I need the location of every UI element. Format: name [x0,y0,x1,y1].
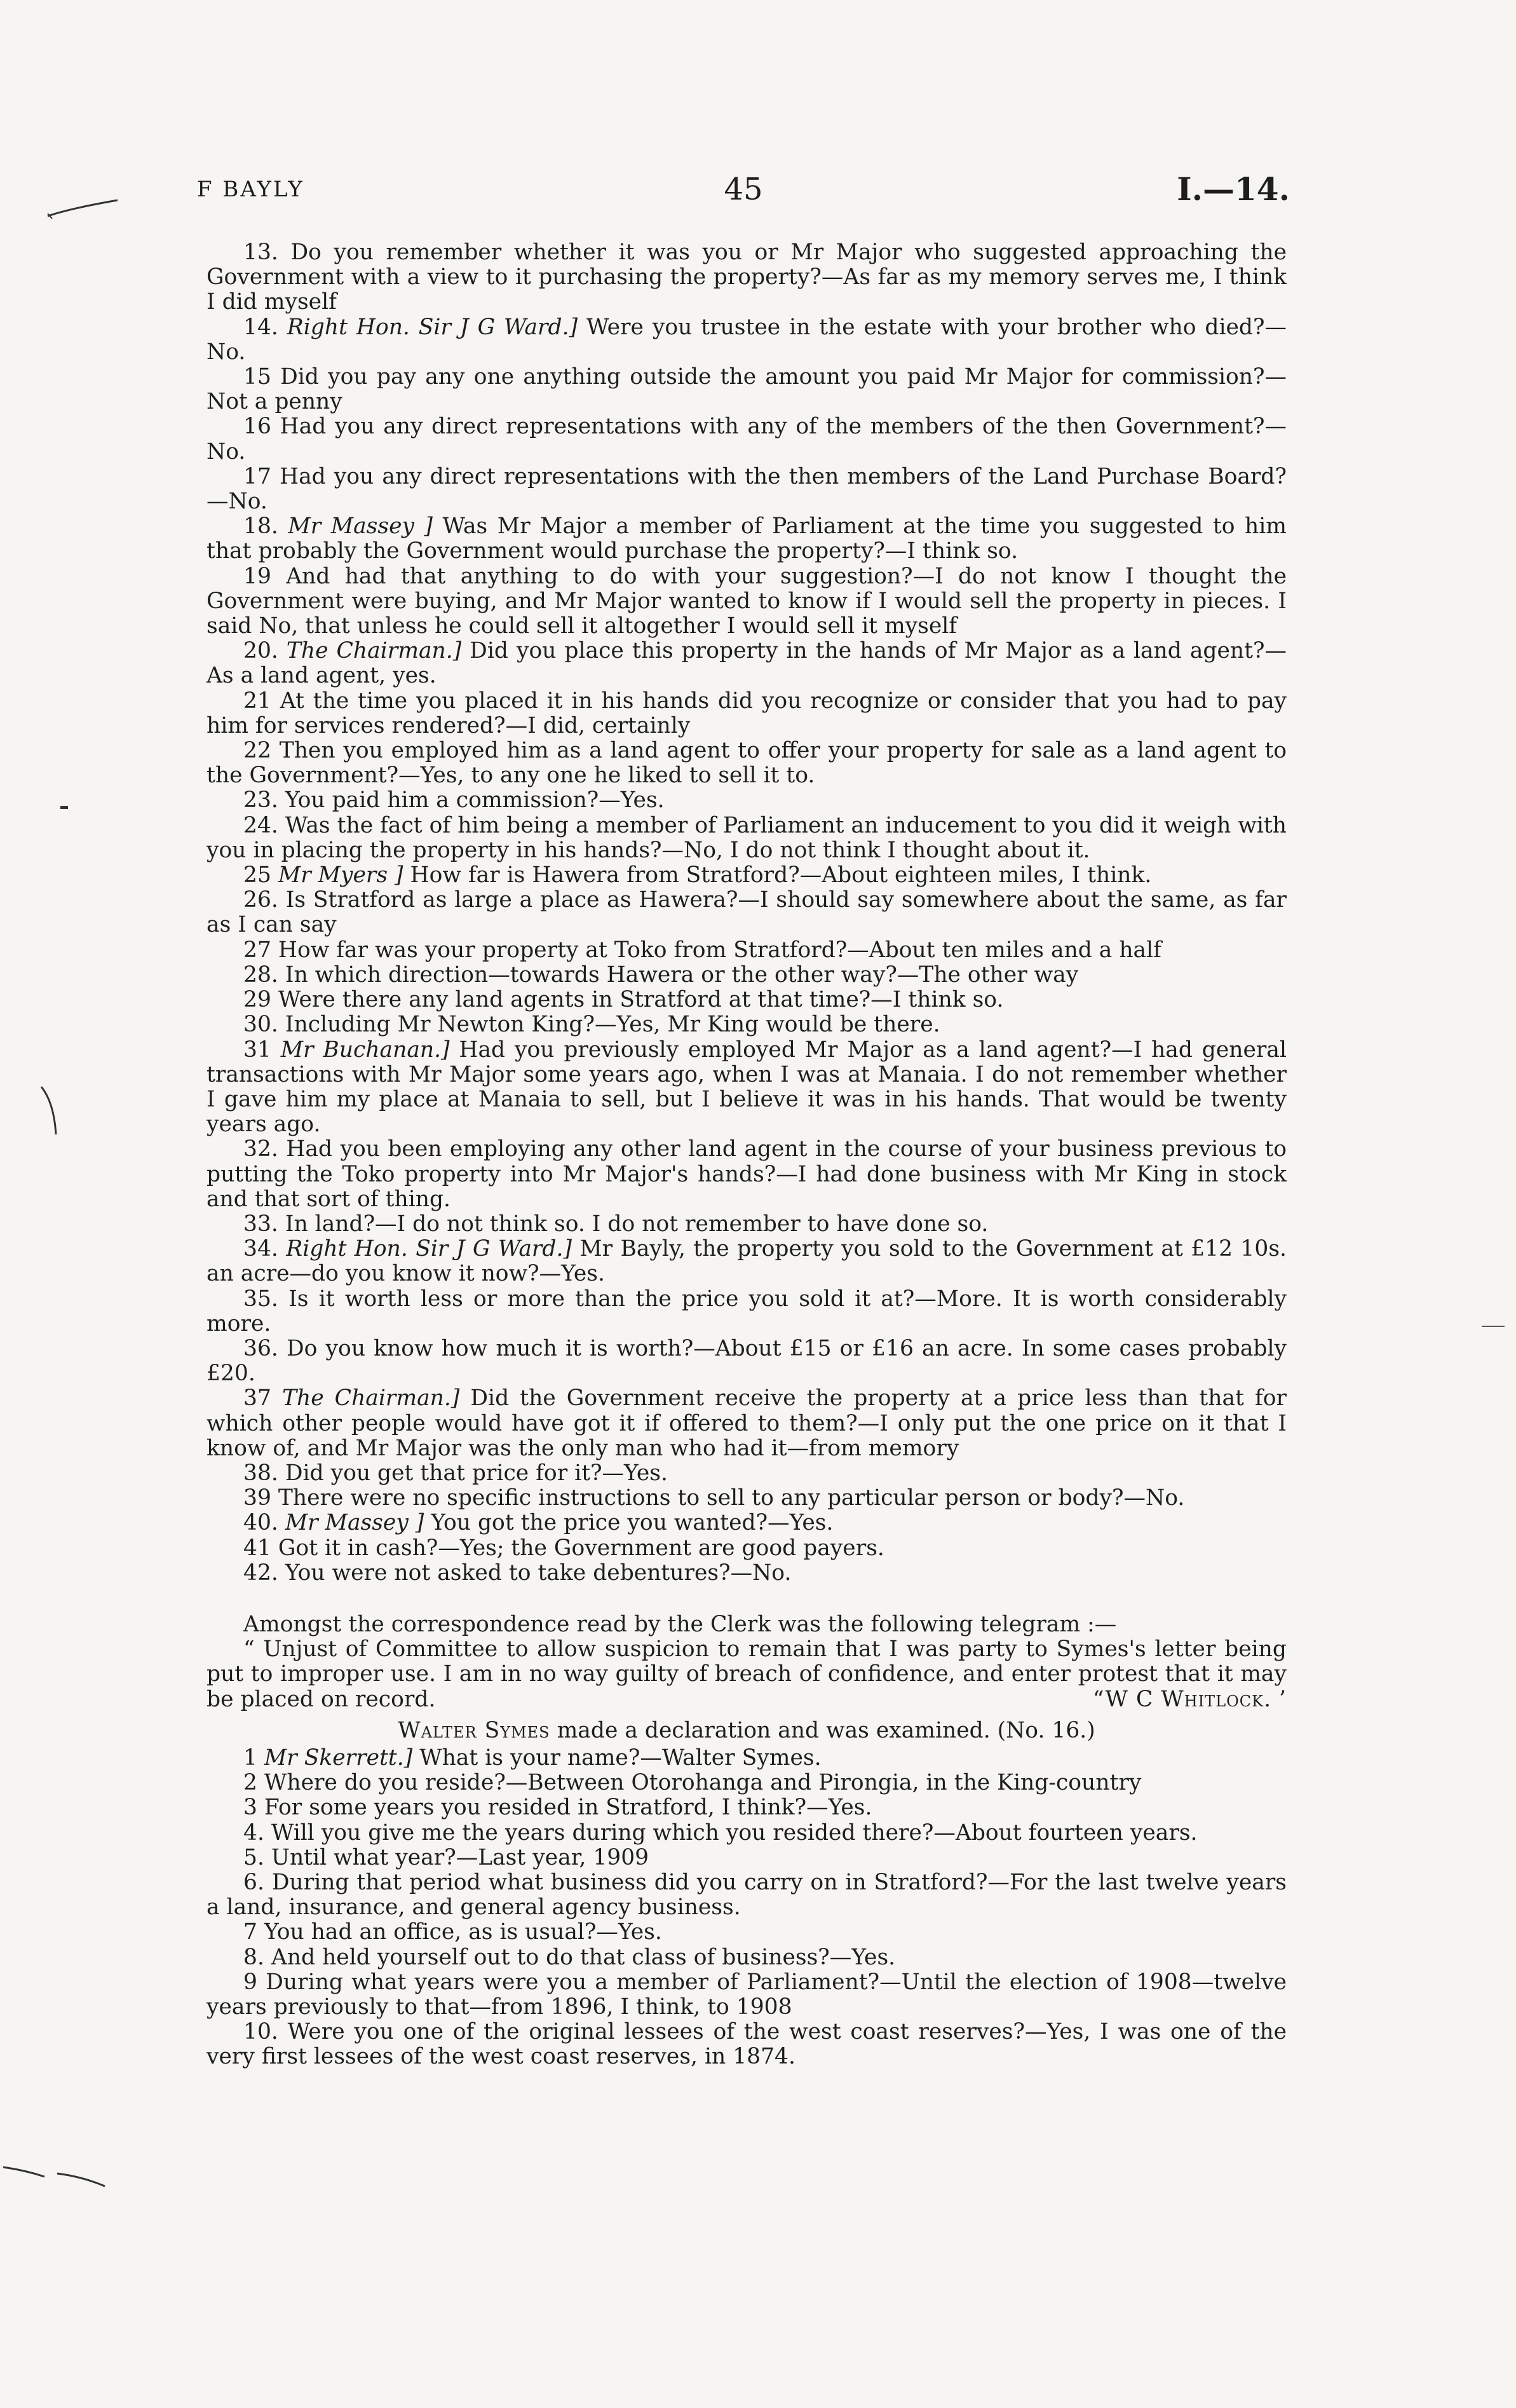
question-16: 16 Had you any direct representations with any of the members of the then Government?—No. [206,414,1287,465]
question-22: 22 Then you employed him as a land agent to offer your property for sale as a land agent to the Government?—Yes, to any one he liked to sell it to. [206,738,1287,789]
question-30: 30. Including Mr Newton King?—Yes, Mr King would be there. [243,1012,940,1038]
question-37: 37 The Chairman.] Did the Government receive the property at a price less than that for which other people would have got it if offered to them?—I only put the one price on it that I know of, and Mr Major was the only man who had it—from memory [206,1385,1287,1461]
question-40: 40. Mr Massey ] You got the price you wanted?—Yes. [243,1510,834,1536]
question-15: 15 Did you pay any one anything outside the amount you paid Mr Major for commission?—Not a penny [206,364,1287,415]
witness-heading: Walter Symes made a declaration and was examined. (No. 16.) [398,1717,1095,1743]
question-41: 41 Got it in cash?—Yes; the Government are good payers. [243,1535,884,1561]
header-witness-name: F BAYLY [197,177,304,202]
symes-question-1: 1 Mr Skerrett.] What is your name?—Walter Symes. [243,1745,822,1771]
symes-question-3: 3 For some years you resided in Stratford, I think?—Yes. [243,1795,872,1821]
page-number: 45 [724,172,763,207]
symes-question-5: 5. Until what year?—Last year, 1909 [243,1844,649,1870]
question-24: 24. Was the fact of him being a member of Parliament an inducement to you did it weigh with you in placing the property in his hands?—No, I do not think I thought about it. [206,812,1287,863]
document-body [206,240,1287,2070]
question-42: 42. You were not asked to take debentures?—No. [243,1560,792,1586]
question-36: 36. Do you know how much it is worth?—About £15 or £16 an acre. In some cases probably £20. [206,1335,1287,1387]
scan-dot-left [60,806,69,811]
question-38: 38. Did you get that price for it?—Yes. [243,1460,668,1486]
symes-question-10: 10. Were you one of the original lessees of the west coast reserves?—Yes, I was one of the very first lessees of the west coast reserves, in 1874. [206,2019,1287,2070]
question-29: 29 Were there any land agents in Stratford at that time?—I think so. [243,987,1004,1013]
question-31: 31 Mr Buchanan.] Had you previously employed Mr Major as a land agent?—I had general transactions with Mr Major some years ago, when I was at Manaia. I do not remember whether I gave him my place at Manaia to sell, but I believe it was in his hands. That would be twenty years ago. [206,1037,1287,1138]
question-39: 39 There were no specific instructions to sell to any particular person or body?—No. [243,1485,1185,1511]
section-gap [206,1586,1287,1612]
question-18: 18. Mr Massey ] Was Mr Major a member of Parliament at the time you suggested to him that probably the Government would purchase the property?—I think so. [206,514,1287,564]
question-14: 14. Right Hon. Sir J G Ward.] Were you trustee in the estate with your brother who died?—No. [206,314,1287,365]
question-21: 21 At the time you placed it in his hands did you recognize or consider that you had to pay him for services rendered?—I did, certainly [206,688,1287,738]
symes-question-4: 4. Will you give me the years during which you resided there?—About fourteen years. [243,1820,1198,1846]
question-33: 33. In land?—I do not think so. I do not remember to have done so. [243,1211,989,1237]
question-26: 26. Is Stratford as large a place as Hawera?—I should say somewhere about the same, as far as I can say [206,887,1287,938]
question-13: 13. Do you remember whether it was you or Mr Major who suggested approaching the Government with a view to it purchasing the property?—As far as my memory serves me, I think I did myself [206,240,1287,315]
scan-mark-top-left [44,191,121,222]
symes-question-2: 2 Where do you reside?—Between Otorohanga and Pirongia, in the King-country [243,1770,1142,1796]
correspondence-intro: Amongst the correspondence read by the Clerk was the following telegram :— [243,1611,1117,1637]
question-25: 25 Mr Myers ] How far is Hawera from Stratford?—About eighteen miles, I think. [243,862,1152,888]
telegram-text: “ Unjust of Committee to allow suspicion to remain that I was party to Symes's letter being put to improper use. I am in no way guilty of breach of confidence, and enter protest that it may be placed on record. “W C Whitlock. ’ [206,1636,1287,1712]
telegram-signature: “W C Whitlock. ’ [1092,1686,1287,1712]
question-19: 19 And had that anything to do with your suggestion?—I do not know I thought the Government were buying, and Mr Major wanted to know if I would sell the property in pieces. I said No, that unless he could sell it altogether I would sell it myself [206,563,1287,639]
symes-question-6: 6. During that period what business did you carry on in Stratford?—For the last twelve years a land, insurance, and general agency business. [206,1870,1287,1921]
scan-dash-right [1480,1323,1506,1330]
symes-question-7: 7 You had an office, as is usual?—Yes. [243,1919,662,1945]
question-23: 23. You paid him a commission?—Yes. [243,787,665,813]
page-header [197,170,1290,221]
question-20: 20. The Chairman.] Did you place this property in the hands of Mr Major as a land agent?—As a land agent, yes. [206,638,1287,689]
question-28: 28. In which direction—towards Hawera or the other way?—The other way [243,962,1079,988]
witness-name: Walter Symes [398,1717,550,1743]
document-reference: I.—14. [1177,170,1290,208]
question-34: 34. Right Hon. Sir J G Ward.] Mr Bayly, the property you sold to the Government at £12 10s. an acre—do you know it now?—Yes. [206,1236,1287,1287]
question-27: 27 How far was your property at Toko from Stratford?—About ten miles and a half [243,937,1161,963]
scan-mark-left-bottom [0,2158,108,2196]
scan-mark-left-middle [38,1084,64,1141]
symes-question-9: 9 During what years were you a member of Parliament?—Until the election of 1908—twelve years previously to that—from 1896, I think, to 1908 [206,1969,1287,2020]
question-35: 35. Is it worth less or more than the price you sold it at?—More. It is worth considerably more. [206,1286,1287,1337]
question-32: 32. Had you been employing any other land agent in the course of your business previous to putting the Toko property into Mr Major's hands?—I had done business with Mr King in stock and that sort of thing. [206,1136,1287,1212]
symes-question-8: 8. And held yourself out to do that class of business?—Yes. [243,1944,896,1970]
question-17: 17 Had you any direct representations with the then members of the Land Purchase Board?—No. [206,463,1287,515]
